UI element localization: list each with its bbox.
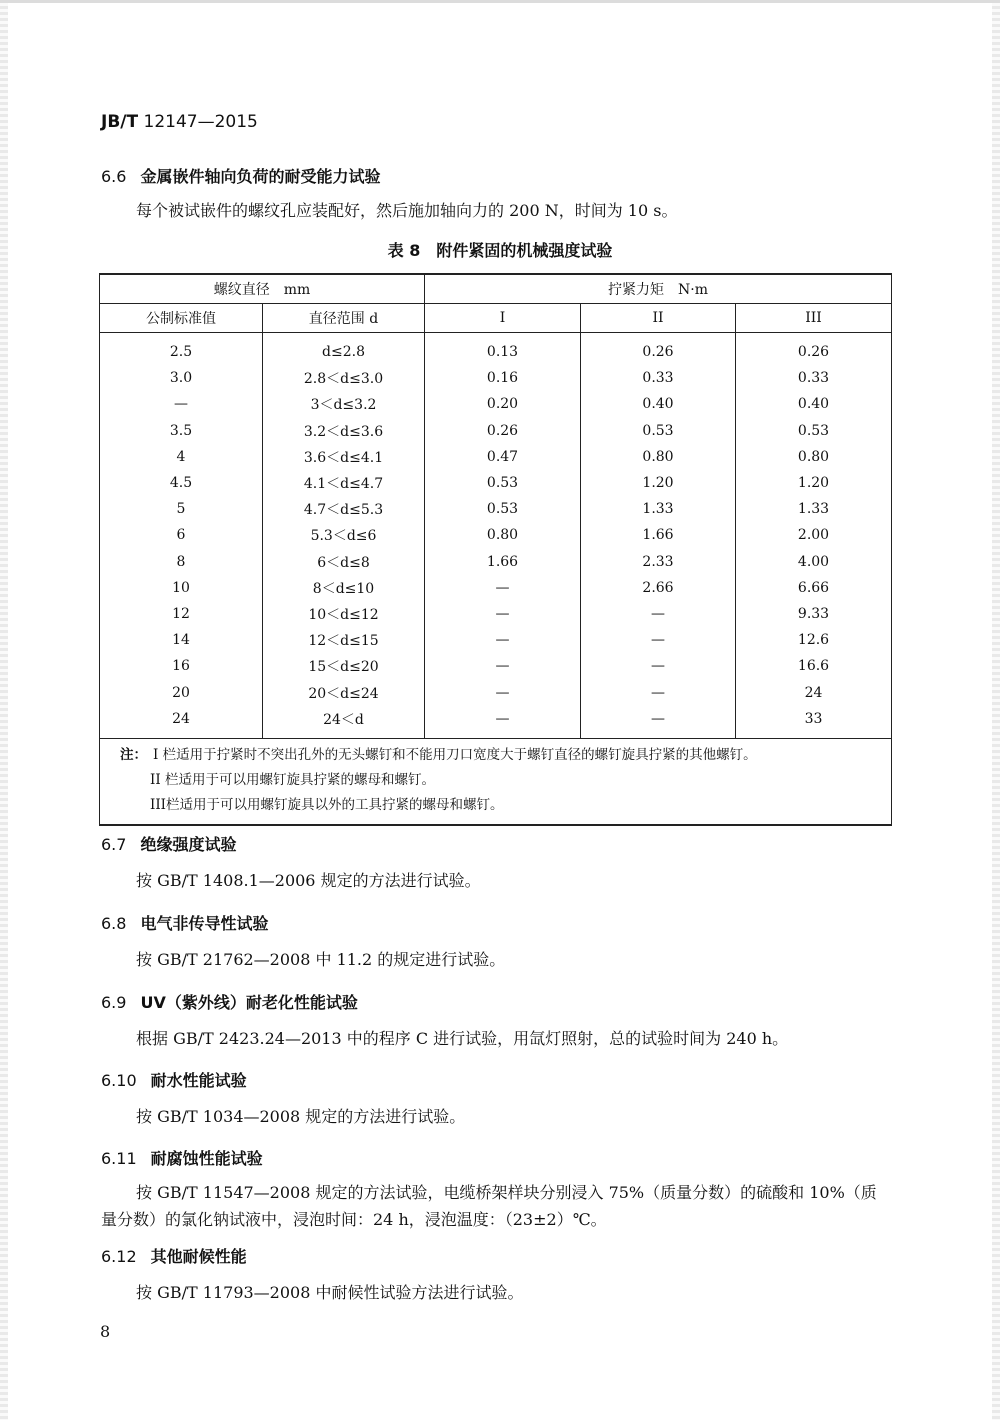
note-label: 注： xyxy=(120,746,147,763)
table-cell: 4.1＜d≤4.7 xyxy=(263,470,425,496)
table-note xyxy=(100,738,892,825)
table-cell: 0.40 xyxy=(581,391,736,417)
table-cell: 2.8＜d≤3.0 xyxy=(263,365,425,391)
table-cell: 14 xyxy=(100,627,263,653)
table-cell: — xyxy=(581,627,736,653)
header-thread-diameter: 螺纹直径 mm xyxy=(100,274,425,304)
section-6-7-text: 按 GB/T 1408.1—2006 规定的方法进行试验。 xyxy=(136,871,481,890)
table-cell: 5.3＜d≤6 xyxy=(263,522,425,548)
table-cell: 0.33 xyxy=(736,365,892,391)
table-cell: 4.00 xyxy=(736,549,892,575)
table-cell: — xyxy=(100,391,263,417)
table-row xyxy=(100,679,892,705)
table-row xyxy=(100,575,892,601)
table-cell: 16.6 xyxy=(736,653,892,679)
table-cell: 0.40 xyxy=(736,391,892,417)
table-cell: 1.33 xyxy=(581,496,736,522)
table-cell: 4 xyxy=(100,444,263,470)
table-cell: — xyxy=(425,653,581,679)
header-col-III: III xyxy=(736,304,892,333)
table-cell: 12＜d≤15 xyxy=(263,627,425,653)
section-6-10-heading: 6.10 耐水性能试验 xyxy=(101,1071,247,1090)
table-cell: 20 xyxy=(100,679,263,705)
table-cell: 0.53 xyxy=(581,418,736,444)
table-cell: 3.5 xyxy=(100,418,263,444)
table-cell: 3＜d≤3.2 xyxy=(263,391,425,417)
table-row xyxy=(100,601,892,627)
table-cell: 0.53 xyxy=(425,496,581,522)
note-text: I 栏适用于拧紧时不突出孔外的无头螺钉和不能用刀口宽度大于螺钉直径的螺钉旋具拧紧的其他螺钉。 xyxy=(153,746,757,763)
table-cell: 3.0 xyxy=(100,365,263,391)
table-row xyxy=(100,706,892,739)
table-cell: 8 xyxy=(100,549,263,575)
header-col-II: II xyxy=(581,304,736,333)
table-cell: 0.26 xyxy=(736,333,892,366)
table-cell: d≤2.8 xyxy=(263,333,425,366)
table-cell: — xyxy=(425,575,581,601)
scan-edge-right xyxy=(992,0,1000,1420)
table-cell: 6.66 xyxy=(736,575,892,601)
table-note-line xyxy=(150,768,891,793)
header-col-nominal: 公制标准值 xyxy=(100,304,263,333)
table-row xyxy=(100,418,892,444)
table-row xyxy=(100,653,892,679)
table-cell: — xyxy=(425,601,581,627)
table-cell: 0.26 xyxy=(425,418,581,444)
table-cell: 1.66 xyxy=(425,549,581,575)
table-cell: 1.66 xyxy=(581,522,736,548)
table-cell: 4.7＜d≤5.3 xyxy=(263,496,425,522)
table-cell: 10 xyxy=(100,575,263,601)
table-cell: 6 xyxy=(100,522,263,548)
section-6-7-heading: 6.7 绝缘强度试验 xyxy=(101,835,237,854)
section-6-12-heading: 6.12 其他耐候性能 xyxy=(101,1247,247,1266)
table-cell: 4.5 xyxy=(100,470,263,496)
note-text: II 栏适用于可以用螺钉旋具拧紧的螺母和螺钉。 xyxy=(150,771,435,788)
section-6-9-heading: 6.9 UV（紫外线）耐老化性能试验 xyxy=(101,993,358,1012)
header-col-range: 直径范围 d xyxy=(263,304,425,333)
table-cell: 2.5 xyxy=(100,333,263,366)
header-torque: 拧紧力矩 N·m xyxy=(425,274,892,304)
table-note-row xyxy=(100,738,892,825)
section-6-11-text-line1: 按 GB/T 11547—2008 规定的方法试验，电缆桥架样块分别浸入 75%（质量分数）的硫酸和 10%（质 xyxy=(136,1183,877,1202)
table-row xyxy=(100,333,892,366)
table-cell: 15＜d≤20 xyxy=(263,653,425,679)
table-cell: 0.13 xyxy=(425,333,581,366)
table-cell: 33 xyxy=(736,706,892,739)
table-cell: 0.53 xyxy=(736,418,892,444)
table-cell: 1.20 xyxy=(736,470,892,496)
scan-top-edge xyxy=(0,0,1000,3)
table-row xyxy=(100,522,892,548)
page-number: 8 xyxy=(100,1322,111,1341)
table-cell: 12.6 xyxy=(736,627,892,653)
table-cell: — xyxy=(425,679,581,705)
table-title: 表 8 附件紧固的机械强度试验 xyxy=(387,241,613,260)
table-row xyxy=(100,365,892,391)
table-note-line xyxy=(150,793,891,818)
table-cell: — xyxy=(581,601,736,627)
section-6-8-text: 按 GB/T 21762—2008 中 11.2 的规定进行试验。 xyxy=(136,950,506,969)
table-row xyxy=(100,627,892,653)
table-cell: 16 xyxy=(100,653,263,679)
table-cell: 2.33 xyxy=(581,549,736,575)
table-cell: 24＜d xyxy=(263,706,425,739)
table-cell: 0.47 xyxy=(425,444,581,470)
table-cell: 5 xyxy=(100,496,263,522)
table-cell: 2.66 xyxy=(581,575,736,601)
table-row xyxy=(100,470,892,496)
table-row xyxy=(100,444,892,470)
table-cell: 0.53 xyxy=(425,470,581,496)
table-cell: — xyxy=(425,627,581,653)
table-cell: 3.6＜d≤4.1 xyxy=(263,444,425,470)
table-cell: 9.33 xyxy=(736,601,892,627)
section-6-9-text: 根据 GB/T 2423.24—2013 中的程序 C 进行试验，用氙灯照射，总的试验时间为 240 h。 xyxy=(136,1029,789,1048)
table-cell: — xyxy=(581,653,736,679)
table-cell: 0.26 xyxy=(581,333,736,366)
table-cell: 24 xyxy=(736,679,892,705)
table-cell: 8＜d≤10 xyxy=(263,575,425,601)
table-cell: — xyxy=(425,706,581,739)
header-col-I: I xyxy=(425,304,581,333)
table-cell: 1.33 xyxy=(736,496,892,522)
note-text: III栏适用于可以用螺钉旋具以外的工具拧紧的螺母和螺钉。 xyxy=(150,796,504,813)
table-cell: 3.2＜d≤3.6 xyxy=(263,418,425,444)
table-cell: 20＜d≤24 xyxy=(263,679,425,705)
table-note-line xyxy=(120,743,891,768)
table-cell: 0.80 xyxy=(581,444,736,470)
section-6-10-text: 按 GB/T 1034—2008 规定的方法进行试验。 xyxy=(136,1107,466,1126)
section-6-12-text: 按 GB/T 11793—2008 中耐候性试验方法进行试验。 xyxy=(136,1283,524,1302)
table-cell: 10＜d≤12 xyxy=(263,601,425,627)
table-cell: 12 xyxy=(100,601,263,627)
table-cell: — xyxy=(581,679,736,705)
standard-code: JB/T 12147—2015 xyxy=(101,112,258,132)
section-6-6-text: 每个被试嵌件的螺纹孔应装配好，然后施加轴向力的 200 N，时间为 10 s。 xyxy=(136,201,678,220)
table-cell: — xyxy=(581,706,736,739)
torque-table xyxy=(99,273,892,826)
section-6-6-heading: 6.6 金属嵌件轴向负荷的耐受能力试验 xyxy=(101,167,381,186)
table-cell: 6＜d≤8 xyxy=(263,549,425,575)
scan-edge-left xyxy=(0,0,8,1420)
table-cell: 2.00 xyxy=(736,522,892,548)
table-row xyxy=(100,549,892,575)
table-row xyxy=(100,496,892,522)
section-6-11-text-line2: 量分数）的氯化钠试液中，浸泡时间：24 h，浸泡温度：（23±2）℃。 xyxy=(101,1210,607,1229)
table-cell: 0.33 xyxy=(581,365,736,391)
section-6-8-heading: 6.8 电气非传导性试验 xyxy=(101,914,269,933)
table-row xyxy=(100,391,892,417)
section-6-11-heading: 6.11 耐腐蚀性能试验 xyxy=(101,1149,263,1168)
table-cell: 1.20 xyxy=(581,470,736,496)
table-cell: 0.80 xyxy=(425,522,581,548)
table-cell: 24 xyxy=(100,706,263,739)
table-cell: 0.20 xyxy=(425,391,581,417)
table-cell: 0.16 xyxy=(425,365,581,391)
table-cell: 0.80 xyxy=(736,444,892,470)
